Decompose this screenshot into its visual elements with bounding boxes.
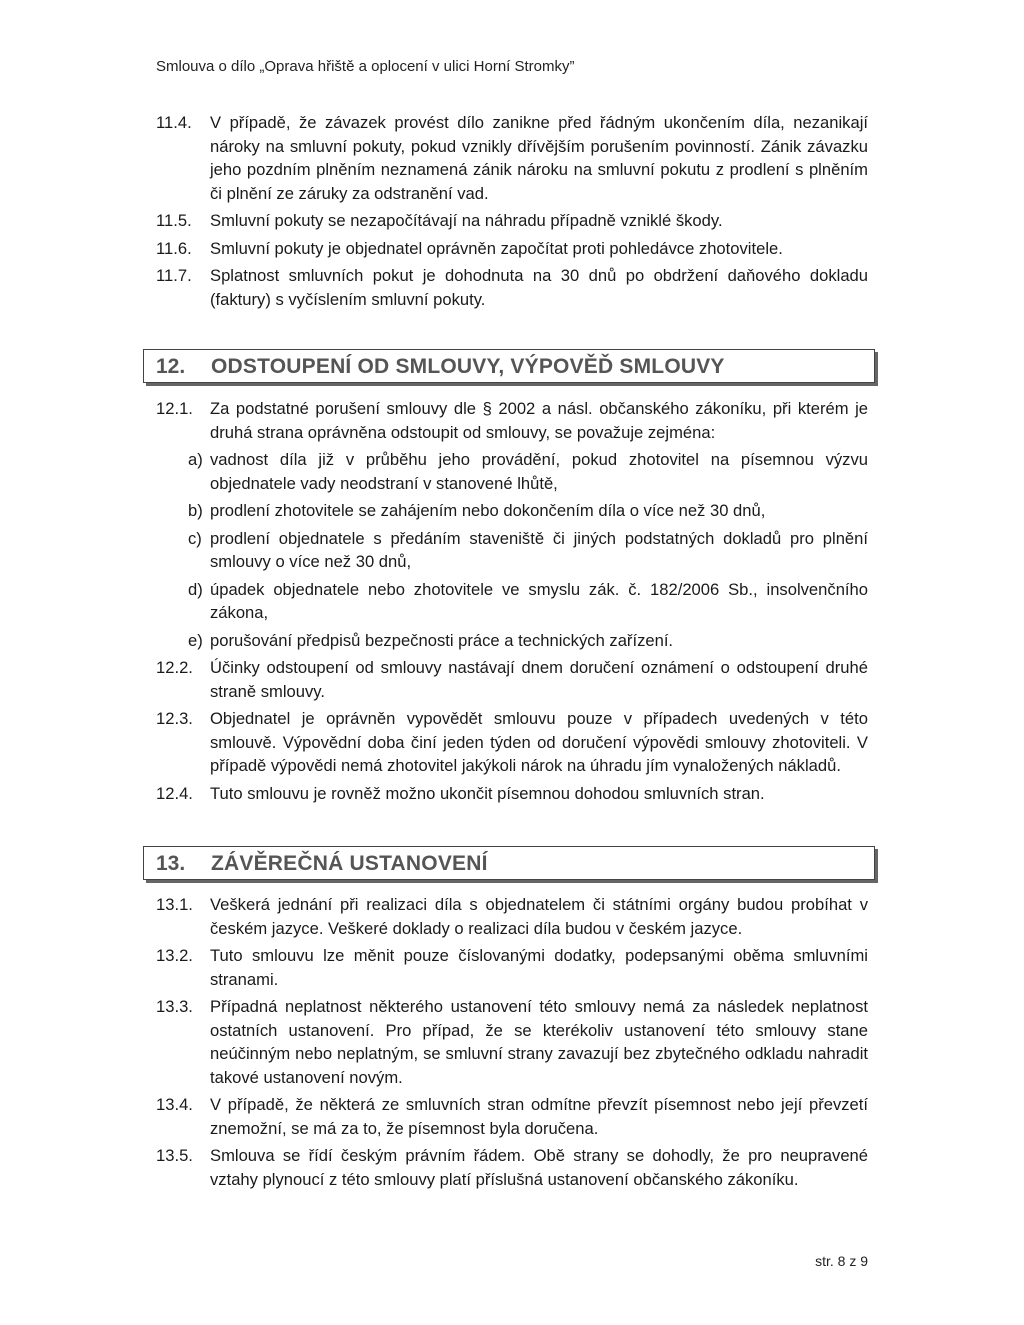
clause bbox=[156, 656, 868, 703]
clause-number: 11.4. bbox=[156, 113, 192, 132]
clause bbox=[156, 237, 868, 261]
clause bbox=[156, 264, 868, 311]
clause-number: 13.5. bbox=[156, 1146, 193, 1165]
clause-text: Smlouva se řídí českým právním řádem. Obě strany se dohodly, že pro neupravené vztahy plynoucí z této smlouvy platí příslušná ustanovení občanského zákoníku. bbox=[210, 1146, 868, 1189]
clause-number: 11.5. bbox=[156, 211, 192, 230]
section-number: 13. bbox=[156, 852, 186, 875]
clause-number: 13.1. bbox=[156, 895, 193, 914]
list-letter: e) bbox=[188, 630, 203, 650]
clause bbox=[156, 209, 868, 233]
clause-text: Splatnost smluvních pokut je dohodnuta na 30 dnů po obdržení daňového dokladu (faktury) s vyčíslením smluvní pokuty. bbox=[210, 266, 868, 309]
clause bbox=[156, 111, 868, 205]
list-letter: c) bbox=[188, 528, 202, 548]
list-letter: a) bbox=[188, 450, 203, 469]
clause-text: V případě, že některá ze smluvních stran odmítne převzít písemnost nebo její převzetí znemožní, se má za to, že písemnost byla doručena. bbox=[210, 1095, 868, 1138]
clause-text: Smluvní pokuty se nezapočítávají na náhradu případně vzniklé škody. bbox=[210, 211, 723, 230]
list-letter: b) bbox=[188, 501, 203, 520]
clause-number: 12.2. bbox=[156, 658, 193, 677]
list-text: vadnost díla již v průběhu jeho provádění, pokud zhotovitel na písemnou výzvu objednatele vady neodstraní v stanovené lhůtě, bbox=[210, 450, 868, 493]
list-item bbox=[156, 448, 868, 495]
list-text: prodlení zhotovitele se zahájením nebo dokončením díla o více než 30 dnů, bbox=[210, 501, 766, 520]
list-item bbox=[156, 499, 868, 523]
clause-number: 13.3. bbox=[156, 997, 193, 1016]
clause-number: 13.4. bbox=[156, 1095, 193, 1114]
section-title: ODSTOUPENÍ OD SMLOUVY, VÝPOVĚĎ SMLOUVY bbox=[211, 355, 725, 378]
section-13-heading bbox=[143, 846, 875, 880]
section-11-clauses bbox=[156, 111, 868, 315]
clause-text: Veškerá jednání při realizaci díla s objednatelem či státními orgány budou probíhat v českém jazyce. Veškeré doklady o realizaci díla budou v českém jazyce. bbox=[210, 895, 868, 938]
section-number: 12. bbox=[156, 355, 186, 378]
clause-number: 11.7. bbox=[156, 266, 192, 285]
clause bbox=[156, 782, 868, 806]
list-item bbox=[156, 629, 868, 653]
clause-text: Objednatel je oprávněn vypovědět smlouvu pouze v případech uvedených v této smlouvě. Výpovědní doba činí jeden týden od doručení výpovědi smlouvy zhotoviteli. V případě výpovědi nemá zhotovitel jakýkoli nárok na úhradu jím vynaložených nákladů. bbox=[210, 709, 868, 775]
clause bbox=[156, 893, 868, 940]
list-item bbox=[156, 527, 868, 574]
clause-text: Tuto smlouvu je rovněž možno ukončit písemnou dohodou smluvních stran. bbox=[210, 783, 765, 803]
clause-text: Tuto smlouvu lze měnit pouze číslovanými dodatky, podepsanými oběma smluvními stranami. bbox=[210, 946, 868, 989]
clause bbox=[156, 944, 868, 991]
clause-text: V případě, že závazek provést dílo zanikne před řádným ukončením díla, nezanikají nároky na smluvní pokuty, pokud vznikly dřívějším porušením povinností. Zánik závazku jeho pozdním plněním neznamená zánik nároku na smluvní pokutu z prodlení s plněním či plnění ze záruky za odstranění vad. bbox=[210, 113, 868, 203]
section-title: ZÁVĚREČNÁ USTANOVENÍ bbox=[211, 852, 488, 875]
clause bbox=[156, 1144, 868, 1191]
running-header: Smlouva o dílo „Oprava hřiště a oplocení v ulici Horní Stromky” bbox=[156, 58, 575, 75]
clause-number: 12.4. bbox=[156, 783, 193, 803]
clause bbox=[156, 397, 868, 444]
clause-number: 12.1. bbox=[156, 399, 193, 418]
clause-number: 12.3. bbox=[156, 709, 193, 728]
clause-text: Případná neplatnost některého ustanovení této smlouvy nemá za následek neplatnost ostatních ustanovení. Pro případ, že se kterékoliv ustanovení této smlouvy stane neúčinným nebo neplatným, se smluvní strany zavazují bez zbytečného odkladu nahradit takové ustanovení novým. bbox=[210, 997, 868, 1087]
clause-text: Účinky odstoupení od smlouvy nastávají dnem doručení oznámení o odstoupení druhé straně smlouvy. bbox=[210, 658, 868, 701]
list-letter: d) bbox=[188, 579, 203, 599]
clause-number: 13.2. bbox=[156, 946, 193, 965]
list-text: úpadek objednatele nebo zhotovitele ve smyslu zák. č. 182/2006 Sb., insolvenčního zákona, bbox=[210, 579, 868, 622]
clause-text: Za podstatné porušení smlouvy dle § 2002 a násl. občanského zákoníku, při kterém je druhá strana oprávněna odstoupit od smlouvy, se považuje zejména: bbox=[210, 399, 868, 442]
page-number: str. 8 z 9 bbox=[815, 1253, 868, 1269]
clause bbox=[156, 995, 868, 1089]
clause-text: Smluvní pokuty je objednatel oprávněn započítat proti pohledávce zhotovitele. bbox=[210, 238, 783, 258]
list-text: porušování předpisů bezpečnosti práce a technických zařízení. bbox=[210, 630, 674, 650]
clause bbox=[156, 1093, 868, 1140]
section-12-clauses bbox=[156, 397, 868, 809]
list-text: prodlení objednatele s předáním staveniště či jiných podstatných dokladů pro plnění smlouvy o více než 30 dnů, bbox=[210, 528, 868, 571]
section-12-heading bbox=[143, 349, 875, 383]
list-item bbox=[156, 578, 868, 625]
section-13-clauses bbox=[156, 893, 868, 1195]
clause-number: 11.6. bbox=[156, 238, 192, 258]
clause bbox=[156, 707, 868, 778]
